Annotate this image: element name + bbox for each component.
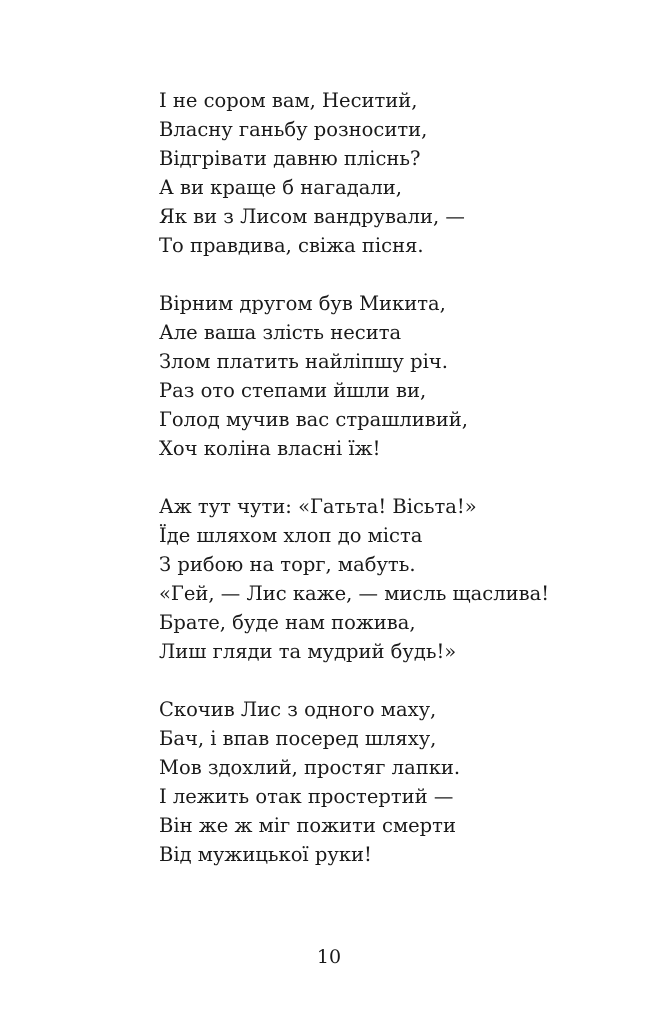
poem-line: Брате, буде нам пожива,: [159, 611, 416, 634]
poem-line: І не сором вам, Неситий,: [159, 89, 418, 112]
poem-line: Як ви з Лисом вандрували, —: [159, 205, 465, 228]
poem-line: Лиш гляди та мудрий будь!»: [159, 640, 457, 663]
stanza-3: [159, 492, 639, 666]
stanza-1: [159, 86, 639, 260]
poem-body: [159, 86, 639, 898]
poem-line: Від мужицької руки!: [159, 843, 372, 866]
poem-line: І лежить отак простертий —: [159, 785, 454, 808]
poem-line: Хоч коліна власні їж!: [159, 437, 381, 460]
poem-line: Голод мучив вас страшливий,: [159, 408, 468, 431]
poem-line: Їде шляхом хлоп до міста: [159, 524, 423, 547]
poem-line: Вірним другом був Микита,: [159, 292, 446, 315]
poem-line: «Гей, — Лис каже, — мисль щаслива!: [159, 582, 550, 605]
poem-line: Бач, і впав посеред шляху,: [159, 727, 437, 750]
poem-line: Але ваша злість несита: [159, 321, 402, 344]
poem-line: То правдива, свіжа пісня.: [159, 234, 424, 257]
poem-line: А ви краще б нагадали,: [159, 176, 402, 199]
poem-line: Злом платить найліпшу річ.: [159, 350, 448, 373]
poem-line: Скочив Лис з одного маху,: [159, 698, 437, 721]
poem-line: Раз ото степами йшли ви,: [159, 379, 427, 402]
poem-line: Він же ж міг пожити смерти: [159, 814, 456, 837]
poem-line: Аж тут чути: «Гатьта! Вісьта!»: [159, 495, 477, 518]
stanza-4: [159, 695, 639, 869]
poem-line: Власну ганьбу розносити,: [159, 118, 428, 141]
poem-line: Мов здохлий, простяг лапки.: [159, 756, 461, 779]
poem-line: З рибою на торг, мабуть.: [159, 553, 416, 576]
page-number: 10: [316, 946, 342, 968]
poem-line: Відгрівати давню пліснь?: [159, 147, 421, 170]
stanza-2: [159, 289, 639, 463]
